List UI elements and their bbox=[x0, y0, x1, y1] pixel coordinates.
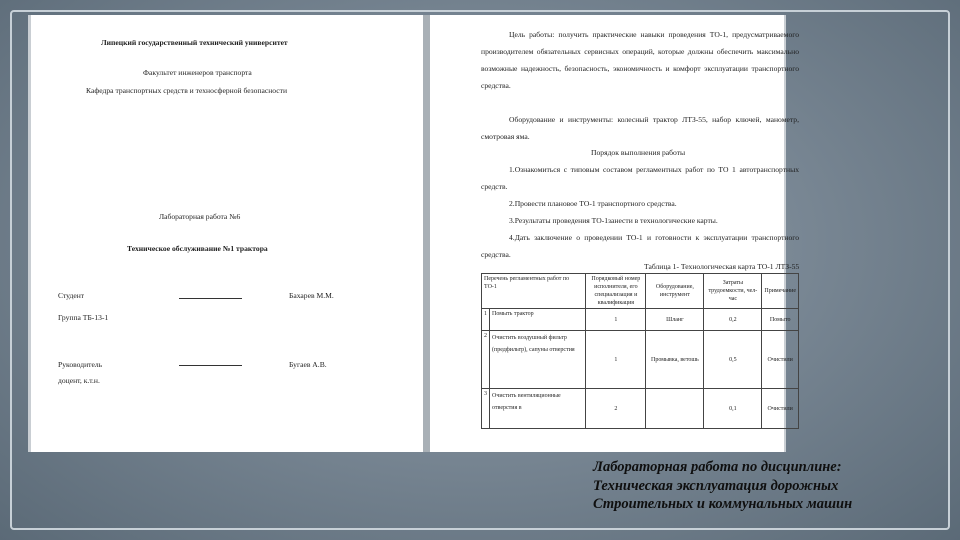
table-row bbox=[482, 389, 799, 429]
signature-line-student bbox=[179, 298, 242, 299]
table-header-cell: Оборудование, инструмент bbox=[646, 274, 704, 309]
supervisor-title: доцент, к.т.н. bbox=[58, 376, 100, 385]
table-row bbox=[482, 331, 799, 389]
table-header-cell: Перечень регламентных работ по ТО-1 bbox=[482, 274, 586, 309]
slide-caption bbox=[593, 458, 933, 514]
caption-line-2: Техническая эксплуатация дорожных bbox=[593, 477, 839, 494]
student-name: Бахарев М.М. bbox=[289, 291, 334, 300]
supervisor-name: Бугаев А.В. bbox=[289, 360, 327, 369]
table-row bbox=[482, 309, 799, 331]
lab-title: Лабораторная работа №6 bbox=[159, 212, 241, 221]
row-work: Помыть трактор bbox=[490, 309, 586, 331]
department-name: Кафедра транспортных средств и техносферной безопасности bbox=[86, 86, 288, 95]
row-worker: 2 bbox=[586, 389, 646, 429]
row-note: Помыто bbox=[762, 309, 799, 331]
faculty-name: Факультет инженеров транспорта bbox=[143, 68, 252, 77]
table-caption: Таблица 1- Технологическая карта ТО-1 ЛТЗ-55 bbox=[644, 262, 800, 271]
signature-line-supervisor bbox=[179, 365, 242, 366]
row-note: Очистили bbox=[762, 389, 799, 429]
row-hours: 0,1 bbox=[704, 389, 762, 429]
title-page bbox=[31, 15, 423, 452]
step-2: 2.Провести плановое ТО-1 транспортного средства. bbox=[509, 199, 677, 208]
table-header-row bbox=[482, 274, 799, 309]
row-hours: 0,5 bbox=[704, 331, 762, 389]
row-worker: 1 bbox=[586, 309, 646, 331]
page-gutter bbox=[423, 15, 430, 452]
row-worker: 1 bbox=[586, 331, 646, 389]
caption-line-1: Лабораторная работа по дисциплине: bbox=[593, 459, 842, 475]
row-equipment: Промывка, ветошь bbox=[646, 331, 704, 389]
supervisor-label: Руководитель bbox=[58, 360, 103, 369]
row-work: Очистить воздушный фильтр (предфильтр), сапуны отверстия bbox=[490, 331, 586, 389]
row-hours: 0,2 bbox=[704, 309, 762, 331]
row-number: 3 bbox=[482, 389, 490, 429]
lab-subject: Техническое обслуживание №1 трактора bbox=[127, 244, 268, 253]
row-number: 2 bbox=[482, 331, 490, 389]
caption-line-3: Строительных и коммунальных машин bbox=[593, 496, 853, 512]
document-preview bbox=[28, 15, 800, 452]
group-label: Группа ТБ-13-1 bbox=[58, 313, 109, 322]
table-header-cell: Порядковый номер исполнителя, его специализация и квалификация bbox=[586, 274, 646, 309]
student-label: Студент bbox=[58, 291, 85, 300]
step-1: 1.Ознакомиться с типовым составом регламентных работ по ТО 1 автотранспортных средств. bbox=[481, 165, 799, 191]
step-4: 4.Дать заключение о проведении ТО-1 и готовности к эксплуатации транспортного средства. bbox=[481, 233, 799, 259]
goal-paragraph: Цель работы: получить практические навыки проведения ТО-1, предусматриваемого производителем обязательных сервисных операций, которые должны обеспечить максимально возможные надежность, безопасность, экономичность и комфорт эксплуатации транспортного средства. bbox=[481, 30, 799, 90]
row-number: 1 bbox=[482, 309, 490, 331]
table-header-cell: Примечание bbox=[762, 274, 799, 309]
university-name: Липецкий государственный технический университет bbox=[101, 38, 288, 47]
row-work: Очистить вентиляционные отверстия в bbox=[490, 389, 586, 429]
equipment-paragraph: Оборудование и инструменты: колесный трактор ЛТЗ-55, набор ключей, манометр, смотровая яма. bbox=[481, 115, 799, 141]
row-equipment bbox=[646, 389, 704, 429]
row-note: Очистили bbox=[762, 331, 799, 389]
content-page bbox=[430, 15, 800, 452]
tech-card-table bbox=[481, 273, 799, 429]
table-header-cell: Затраты трудоемкости, чел-час bbox=[704, 274, 762, 309]
step-3: 3.Результаты проведения ТО-1занести в технологические карты. bbox=[509, 216, 718, 225]
procedure-title: Порядок выполнения работы bbox=[591, 148, 686, 157]
row-equipment: Шланг bbox=[646, 309, 704, 331]
